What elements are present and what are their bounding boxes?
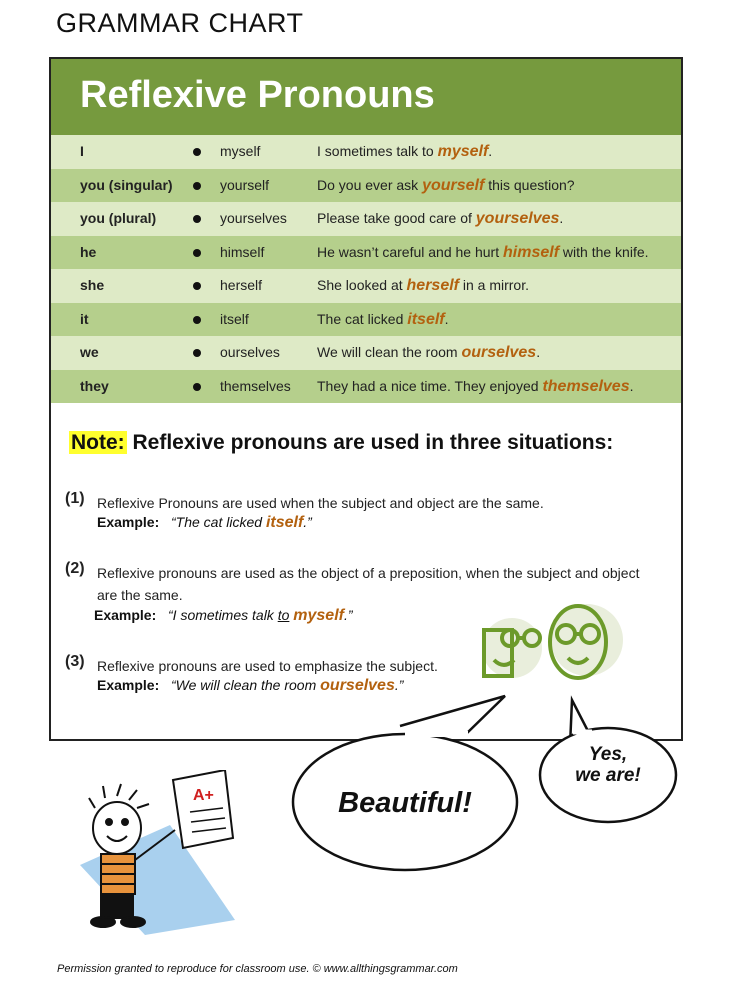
example-highlight: ourselves [461, 344, 537, 361]
example-cell: Please take good care of yourselves. [317, 210, 564, 227]
reflexive-cell: yourself [220, 176, 270, 193]
example-label: Example: [97, 677, 160, 693]
situation-text: Reflexive pronouns are used to emphasize the subject. [97, 658, 438, 674]
example-cell: The cat licked itself. [317, 310, 449, 328]
situation-text: Reflexive Pronouns are used when the subject and object are the same. [97, 495, 544, 511]
example-quote: “We will clean the room ourselves.” [171, 677, 404, 694]
bullet-icon [193, 282, 201, 290]
example-highlight: yourselves [475, 210, 560, 227]
note-heading [69, 431, 613, 455]
bullet-icon [193, 383, 201, 391]
example-highlight: myself [437, 143, 489, 160]
table-row [51, 202, 681, 236]
student-illustration [75, 770, 245, 940]
example-cell: Do you ever ask yourself this question? [317, 176, 575, 194]
pronoun-cell: we [80, 344, 99, 360]
note-tag: Note: [71, 431, 125, 454]
bullet-icon [193, 249, 201, 257]
reflexive-cell: ourselves [220, 344, 280, 360]
small-bubble-text: Yes, we are! [575, 744, 641, 786]
example-highlight: yourself [422, 176, 485, 194]
pronoun-cell: I [80, 143, 84, 159]
situation-number: (2) [65, 560, 85, 577]
pronoun-cell: he [80, 243, 97, 260]
situation-2-example [94, 607, 353, 625]
pronoun-table [51, 135, 681, 403]
pronoun-cell: it [80, 310, 89, 327]
example-quote: “The cat licked itself.” [171, 514, 312, 531]
page-title: Reflexive Pronouns [80, 74, 435, 116]
table-row [51, 303, 681, 337]
example-cell: We will clean the room ourselves. [317, 344, 541, 361]
reflexive-cell: himself [220, 243, 265, 260]
situation-1-example [97, 514, 312, 532]
table-row [51, 236, 681, 270]
bullet-icon [193, 215, 201, 223]
table-row [51, 370, 681, 404]
svg-text:A+: A+ [193, 787, 214, 804]
pronoun-cell: you (plural) [80, 210, 157, 226]
pronoun-cell: she [80, 277, 105, 293]
example-quote: “I sometimes talk to myself.” [168, 607, 353, 624]
example-cell: They had a nice time. They enjoyed themselves. [317, 377, 634, 395]
bullet-icon [193, 349, 201, 357]
example-highlight: herself [406, 277, 459, 294]
pronoun-cell: they [80, 377, 109, 394]
situation-text: Reflexive pronouns are used as the object of a preposition, when the subject and object are the same. [97, 565, 640, 603]
example-cell: I sometimes talk to myself. [317, 143, 493, 160]
table-row [51, 169, 681, 203]
example-highlight: myself [293, 607, 344, 624]
title-banner [51, 59, 681, 135]
table-row [51, 336, 681, 370]
bullet-icon [193, 148, 201, 156]
reflexive-cell: myself [220, 143, 261, 159]
example-highlight: themselves [542, 377, 630, 395]
situation-number: (3) [65, 653, 85, 670]
reflexive-cell: yourselves [220, 210, 287, 226]
bullet-icon [193, 316, 201, 324]
characters-illustration [472, 600, 632, 695]
copyright-footer: Permission granted to reproduce for classroom use. © www.allthingsgrammar.com [57, 963, 458, 975]
example-highlight: himself [503, 243, 560, 261]
reflexive-cell: herself [220, 277, 263, 293]
big-bubble-text: Beautiful! [338, 787, 472, 819]
pronoun-cell: you (singular) [80, 176, 173, 193]
table-row [51, 269, 681, 303]
situation-number: (1) [65, 490, 85, 507]
reflexive-cell: themselves [220, 377, 291, 394]
example-cell: He wasn’t careful and he hurt himself with the knife. [317, 243, 649, 261]
example-label: Example: [94, 607, 157, 623]
note-text: Reflexive pronouns are used in three situations: [126, 431, 614, 454]
example-label: Example: [97, 514, 160, 530]
reflexive-cell: itself [220, 310, 249, 327]
paper-icon [173, 770, 233, 848]
bullet-icon [193, 182, 201, 190]
table-row [51, 135, 681, 169]
example-cell: She looked at herself in a mirror. [317, 277, 529, 294]
big-bubble-tail [400, 696, 505, 735]
example-highlight: itself [265, 514, 304, 531]
example-highlight: ourselves [320, 677, 395, 694]
chart-label: GRAMMAR CHART [56, 8, 304, 38]
example-highlight: itself [407, 310, 445, 328]
